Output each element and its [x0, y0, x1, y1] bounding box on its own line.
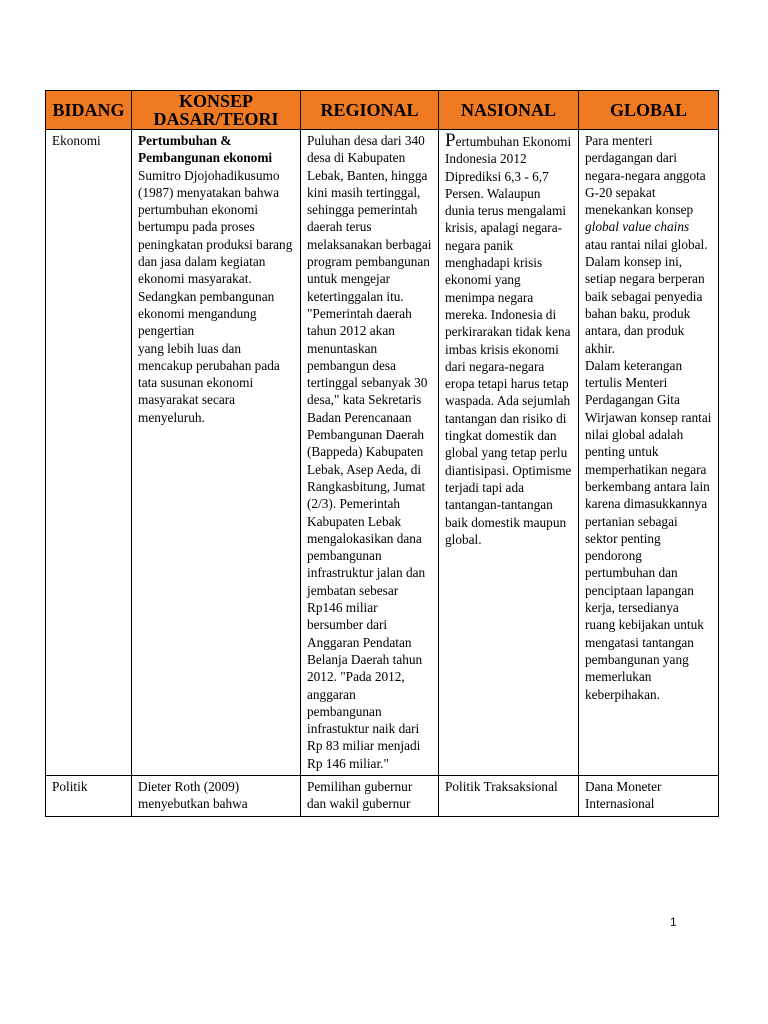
header-global: GLOBAL	[579, 91, 719, 130]
page-number: 1	[670, 915, 677, 929]
global-paragraph	[585, 132, 712, 357]
cell-konsep: Dieter Roth (2009) menyebutkan bahwa	[132, 775, 301, 816]
cell-global: Dana Moneter Internasional	[579, 775, 719, 816]
header-nasional: NASIONAL	[439, 91, 579, 130]
header-bidang: BIDANG	[46, 91, 132, 130]
konsep-title: Pertumbuhan & Pembangunan ekonomi	[138, 133, 273, 166]
cell-nasional: Politik Traksaksional	[439, 775, 579, 816]
konsep-text: ekonomi masyarakat. Sedangkan pembangunan ekonomi mengandung pengertian	[138, 271, 275, 339]
cell-bidang: Ekonomi	[46, 130, 132, 776]
global-paragraph: Dalam keterangan tertulis Menteri Perdagangan Gita Wirjawan konsep rantai nilai global adalah penting untuk memperhatikan negara berkembang antara lain karena dimasukkannya pertanian sebagai sektor penting pendorong pertumbuhan dan penciptaan lapangan kerja, tersedianya ruang kebijakan untuk mengatasi tantangan pembangunan yang memerlukan keberpihakan.	[585, 357, 712, 702]
table-row	[46, 130, 719, 776]
header-konsep: KONSEP DASAR/TEORI	[132, 91, 301, 130]
header-row	[46, 91, 719, 130]
global-text: atau rantai nilai global. Dalam konsep ini, setiap negara berperan baik sebagai penyedia bahan baku, produk antara, dan produk akhir.	[585, 236, 708, 356]
comparison-table	[45, 90, 719, 817]
cell-bidang: Politik	[46, 775, 132, 816]
cell-nasional	[439, 130, 579, 776]
konsep-text: yang lebih luas dan mencakup perubahan pada tata susunan ekonomi masyarakat secara menyeluruh.	[138, 340, 280, 425]
header-regional: REGIONAL	[301, 91, 439, 130]
cell-regional: Pemilihan gubernur dan wakil gubernur	[301, 775, 439, 816]
global-italic-term: global value chains	[585, 219, 690, 235]
cell-global	[579, 130, 719, 776]
table-row	[46, 775, 719, 816]
nasional-text: ertumbuhan Ekonomi Indonesia 2012 Diprediksi 6,3 - 6,7 Persen. Walaupun dunia terus mengalami krisis, apalagi negara-negara panik menghadapi krisis ekonomi yang menimpa negara mereka. Indonesia di perkirarakan tidak kena imbas krisis ekonomi dari negara-negara eropa tetapi harus tetap waspada. Ada sejumlah tantangan dan risiko di tingkat domestik dan global yang tetap perlu diantisipasi. Optimisme terjadi tapi ada tantangan-tantangan baik domestik maupun global.	[445, 134, 572, 547]
konsep-text: Sumitro Djojohadikusumo (1987) menyatakan bahwa pertumbuhan ekonomi bertumpu pada proses peningkatan produksi barang dan jasa dalam kegiatan	[138, 167, 293, 270]
global-text: Para menteri perdagangan dari negara-negara anggota G-20 sepakat menekankan konsep	[585, 133, 706, 218]
nasional-dropcap: P	[445, 130, 456, 151]
cell-regional: Puluhan desa dari 340 desa di Kabupaten Lebak, Banten, hingga kini masih tertinggal, sehingga pemerintah daerah terus melaksanakan berbagai program pembangunan untuk mengejar ketertinggalan itu. "Pemerintah daerah tahun 2012 akan menuntaskan pembangun desa tertinggal sebanyak 30 desa," kata Sekretaris Badan Perencanaan Pembangunan Daerah (Bappeda) Kabupaten Lebak, Asep Aeda, di Rangkasbitung, Jumat (2/3). Pemerintah Kabupaten Lebak mengalokasikan dana pembangunan infrastruktur jalan dan jembatan sebesar Rp146 miliar bersumber dari Anggaran Pendatan Belanja Daerah tahun 2012. "Pada 2012, anggaran pembangunan infrastuktur naik dari Rp 83 miliar menjadi Rp 146 miliar."	[301, 130, 439, 776]
cell-konsep	[132, 130, 301, 776]
